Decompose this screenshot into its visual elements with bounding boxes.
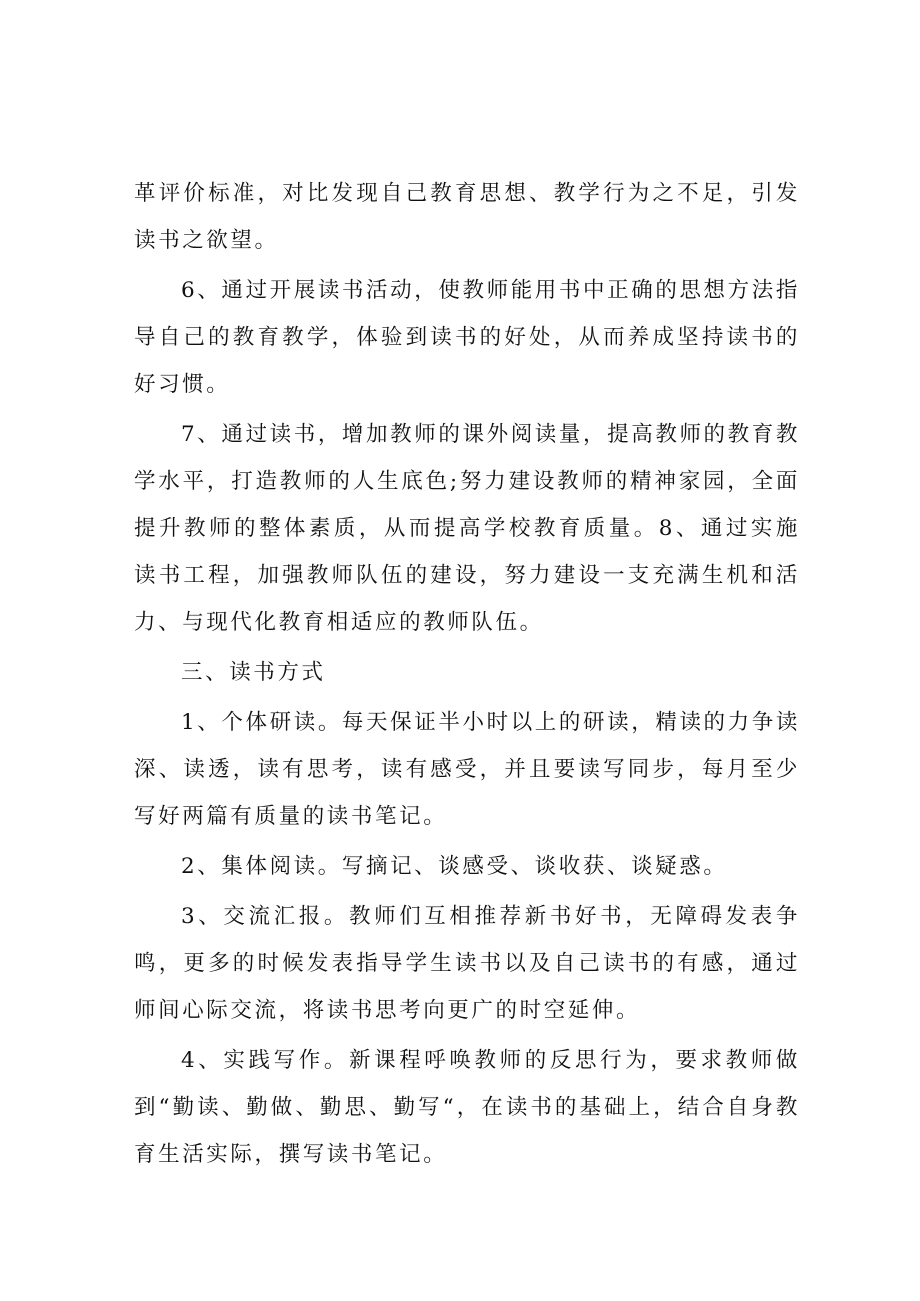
paragraph-method-4: 4、实践写作。新课程呼唤教师的反思行为，要求教师做到“勤读、勤做、勤思、勤写“，在读书的基础上，结合自身教育生活实际，撰写读书笔记。: [134, 1048, 800, 1167]
paragraph-continued: 革评价标准，对比发现自己教育思想、教学行为之不足，引发读书之欲望。: [134, 181, 800, 253]
paragraph-method-2: 2、集体阅读。写摘记、谈感受、谈收获、谈疑惑。: [181, 854, 728, 879]
paragraph-method-1: 1、个体研读。每天保证半小时以上的研读，精读的力争读深、读透，读有思考，读有感受，并且要读写同步，每月至少写好两篇有质量的读书笔记。: [134, 710, 800, 829]
section-heading-reading-methods: 三、读书方式: [181, 660, 326, 685]
paragraph-item-7-8: 7、通过读书，增加教师的课外阅读量，提高教师的教育教学水平，打造教师的人生底色;努力建设教师的精神家园，全面提升教师的整体素质，从而提高学校教育质量。8、通过实施读书工程，加强教师队伍的建设，努力建设一支充满生机和活力、与现代化教育相适应的教师队伍。: [134, 422, 800, 635]
paragraph-item-6: 6、通过开展读书活动，使教师能用书中正确的思想方法指导自己的教育教学，体验到读书的好处，从而养成坚持读书的好习惯。: [134, 278, 800, 397]
paragraph-method-3: 3、交流汇报。教师们互相推荐新书好书，无障碍发表争鸣，更多的时候发表指导学生读书以及自己读书的有感，通过师间心际交流，将读书思考向更广的时空延伸。: [134, 904, 800, 1023]
